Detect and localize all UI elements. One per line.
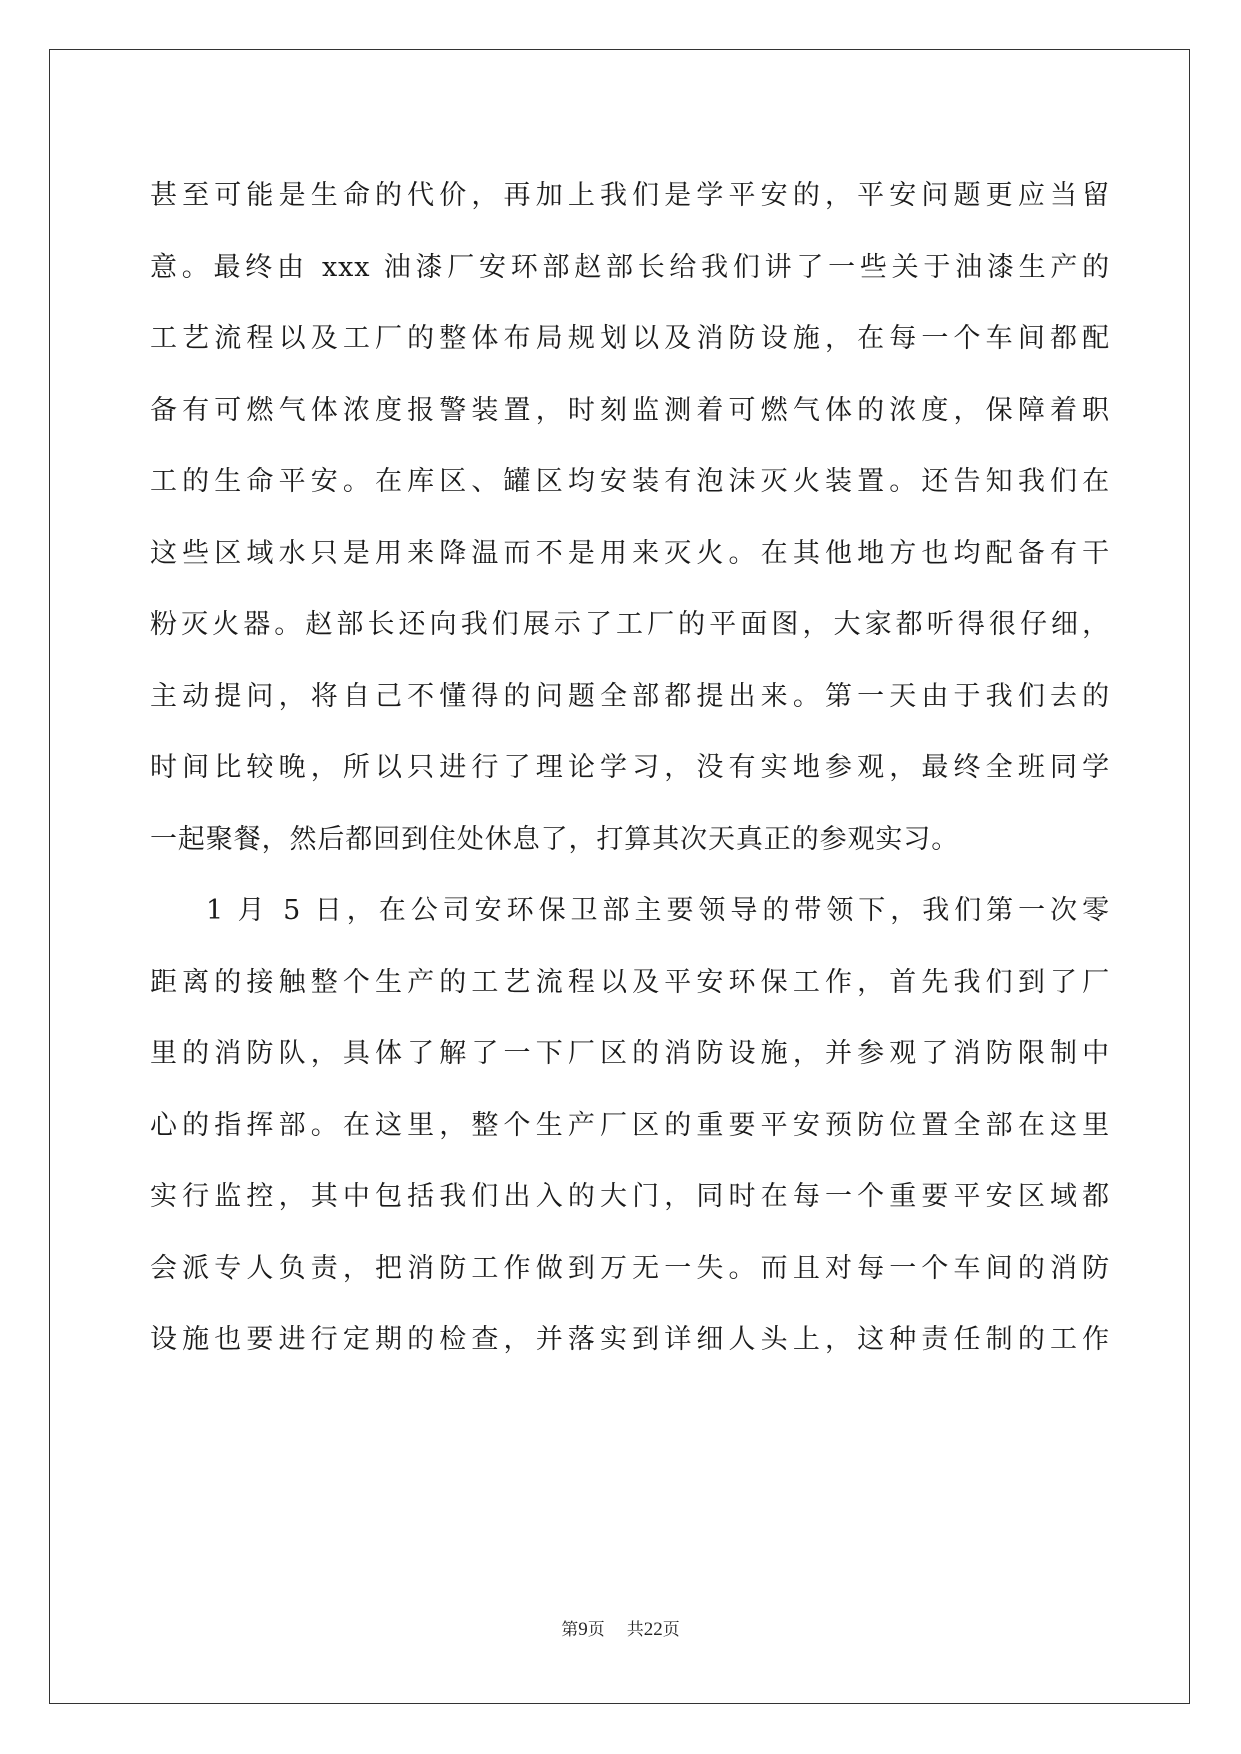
- page-label-prefix: 第: [561, 1620, 579, 1640]
- page-footer: [0, 1618, 1241, 1642]
- text-line: 粉灭火器。赵部长还向我们展示了工厂的平面图，大家都听得很仔细，: [150, 609, 1110, 640]
- text-line: 工艺流程以及工厂的整体布局规划以及消防设施，在每一个车间都配: [150, 323, 1110, 354]
- text-line: 心的指挥部。在这里，整个生产厂区的重要平安预防位置全部在这里: [150, 1109, 1110, 1141]
- document-body: [150, 160, 1110, 1376]
- text-line: 意。最终由 xxx 油漆厂安环部赵部长给我们讲了一些关于油漆生产的: [150, 251, 1110, 283]
- total-pages: 22: [643, 1619, 663, 1640]
- text-line: 工的生命平安。在库区、罐区均安装有泡沫灭火装置。还告知我们在: [150, 466, 1110, 497]
- text-line: 实行监控，其中包括我们出入的大门，同时在每一个重要平安区域都: [150, 1181, 1110, 1212]
- page-label-suffix: 页: [587, 1620, 605, 1640]
- page-number: 9: [578, 1619, 588, 1640]
- text-line: 一起聚餐，然后都回到住处休息了，打算其次天真正的参观实习。: [150, 823, 960, 855]
- text-line: 时间比较晚，所以只进行了理论学习，没有实地参观，最终全班同学: [150, 752, 1110, 783]
- text-line: 甚至可能是生命的代价，再加上我们是学平安的，平安问题更应当留: [150, 180, 1110, 211]
- text-line: 备有可燃气体浓度报警装置，时刻监测着可燃气体的浓度，保障着职: [150, 394, 1110, 426]
- text-line: 距离的接触整个生产的工艺流程以及平安环保工作，首先我们到了厂: [150, 966, 1110, 998]
- text-line: 1 月 5 日，在公司安环保卫部主要领导的带领下，我们第一次零: [206, 895, 1110, 926]
- text-line: 会派专人负责，把消防工作做到万无一失。而且对每一个车间的消防: [150, 1252, 1110, 1284]
- total-label-suffix: 页: [662, 1620, 680, 1640]
- text-line: 里的消防队，具体了解了一下厂区的消防设施，并参观了消防限制中: [150, 1038, 1110, 1069]
- total-label-prefix: 共: [626, 1620, 644, 1640]
- text-line: 设施也要进行定期的检查，并落实到详细人头上，这种责任制的工作: [150, 1324, 1110, 1355]
- text-line: 这些区域水只是用来降温而不是用来灭火。在其他地方也均配备有干: [150, 537, 1110, 569]
- text-line: 主动提问，将自己不懂得的问题全部都提出来。第一天由于我们去的: [150, 680, 1110, 712]
